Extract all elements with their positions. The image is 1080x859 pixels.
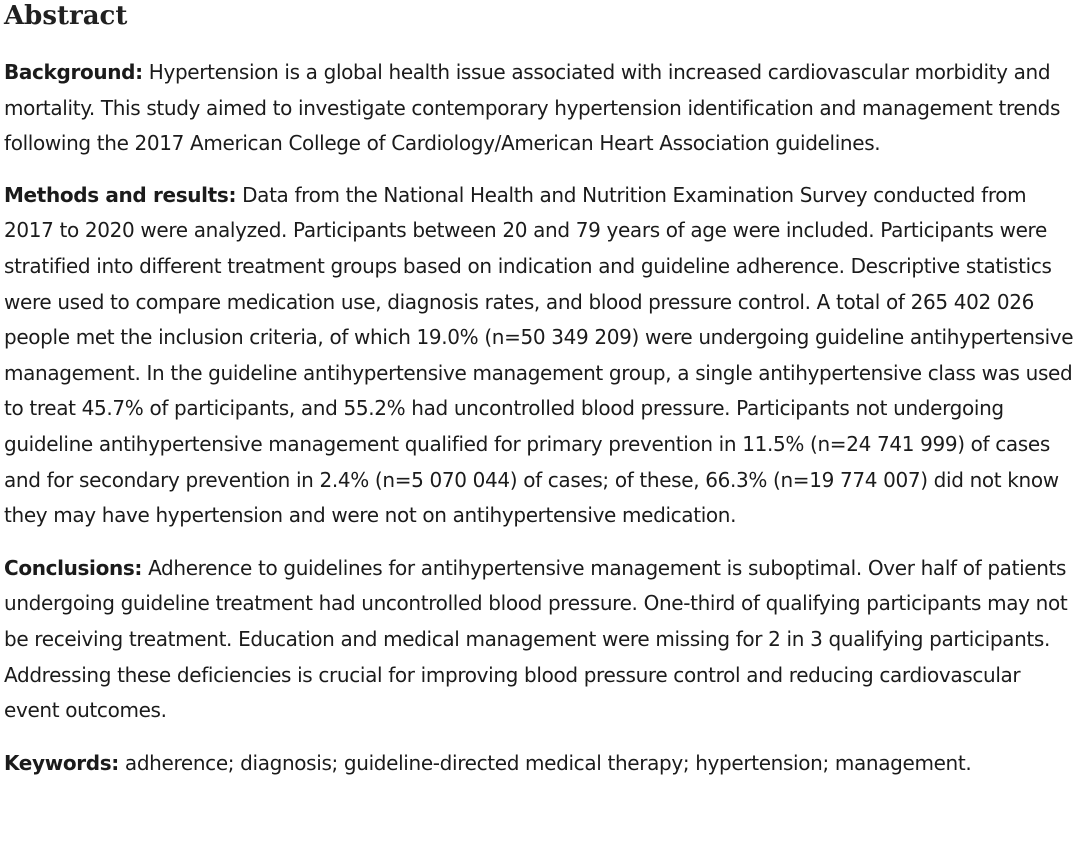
- background-label: Background:: [4, 60, 143, 84]
- methods-results-label: Methods and results:: [4, 182, 237, 207]
- conclusions-label: Conclusions:: [4, 555, 143, 580]
- keywords-label: Keywords:: [4, 750, 119, 775]
- abstract-methods-results-section: [4, 178, 1076, 534]
- keywords-text: adherence; diagnosis; guideline-directed medical therapy; hypertension; management.: [124, 750, 972, 775]
- abstract-keywords-section: [4, 746, 1076, 782]
- abstract-background-section: [4, 55, 1076, 162]
- abstract-conclusions-section: [4, 551, 1076, 729]
- methods-results-text: Data from the National Health and Nutrition Examination Survey conducted from 2017 to 2020 were analyzed. Participants between 20 and 79 years of age were included. Participants were stratified into different treatment groups based on indication and guideline adherence. Descriptive statistics were used to compare medication use, diagnosis rates, and blood pressure control. A total of 265 402 026 people met the inclusion criteria, of which 19.0% (n=50 349 209) were undergoing guideline antihypertensive management. In the guideline antihypertensive management group, a single antihypertensive class was used to treat 45.7% of participants, and 55.2% had uncontrolled blood pressure. Participants not undergoing guideline antihypertensive management qualified for primary prevention in 11.5% (n=24 741 999) of cases and for secondary prevention in 2.4% (n=5 070 044) of cases; of these, 66.3% (n=19 774 007) did not know they may have hypertension and were not on antihypertensive medication.: [4, 182, 1074, 528]
- abstract-heading: Abstract: [4, 1, 128, 31]
- conclusions-text: Adherence to guidelines for antihypertensive management is suboptimal. Over half of patients undergoing guideline treatment had uncontrolled blood pressure. One-third of qualifying participants may not be receiving treatment. Education and medical management were missing for 2 in 3 qualifying participants. Addressing these deficiencies is crucial for improving blood pressure control and reducing cardiovascular event outcomes.: [4, 555, 1068, 723]
- background-text: Hypertension is a global health issue associated with increased cardiovascular morbidity and mortality. This study aimed to investigate contemporary hypertension identification and management trends following the 2017 American College of Cardiology/American Heart Association guidelines.: [4, 60, 1061, 156]
